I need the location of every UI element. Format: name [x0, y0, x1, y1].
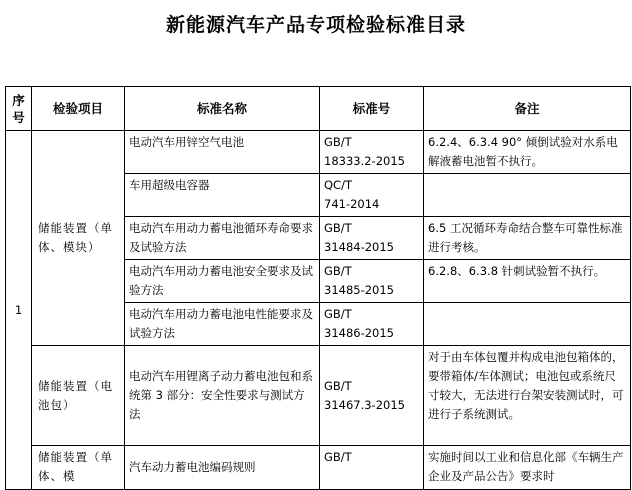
std-code-cell: GB/T	[320, 446, 424, 490]
seq-cell: 1	[6, 131, 32, 490]
note-cell: 6.5 工况循环寿命结合整车可靠性标准进行考核。	[424, 217, 631, 260]
std-name-cell: 电动汽车用动力蓄电池电性能要求及试验方法	[125, 303, 320, 346]
page-title: 新能源汽车产品专项检验标准目录	[165, 14, 466, 36]
std-code-cell: GB/T 18333.2-2015	[320, 131, 424, 174]
standards-table	[5, 86, 631, 490]
note-cell: 6.2.4、6.3.4 90° 倾倒试验对水系电解液蓄电池暂不执行。	[424, 131, 631, 174]
std-code-cell: GB/T 31485-2015	[320, 260, 424, 303]
std-code-cell: QC/T 741-2014	[320, 174, 424, 217]
std-name-cell: 电动汽车用锂离子动力蓄电池包和系统第 3 部分：安全性要求与测试方法	[125, 346, 320, 446]
std-code-cell: GB/T 31486-2015	[320, 303, 424, 346]
header-std-code: 标准号	[320, 87, 424, 131]
header-item: 检验项目	[32, 87, 125, 131]
note-cell: 6.2.8、6.3.8 针刺试验暂不执行。	[424, 260, 631, 303]
std-code-cell: GB/T 31484-2015	[320, 217, 424, 260]
std-name-cell: 电动汽车用锌空气电池	[125, 131, 320, 174]
note-cell: 对于由车体包覆并构成电池包箱体的，要带箱体/车体测试；电池包或系统尺寸较大，无法进行台架安装测试时，可进行子系统测试。	[424, 346, 631, 446]
table-row	[6, 131, 631, 174]
table-header-row	[6, 87, 631, 131]
std-name-cell: 电动汽车用动力蓄电池循环寿命要求及试验方法	[125, 217, 320, 260]
item-cell: 储能装置（单体、模块）	[32, 131, 125, 346]
table-row	[6, 346, 631, 446]
header-seq: 序号	[6, 87, 32, 131]
header-note: 备注	[424, 87, 631, 131]
std-name-cell: 车用超级电容器	[125, 174, 320, 217]
table-row	[6, 446, 631, 490]
note-cell	[424, 303, 631, 346]
std-code-cell: GB/T 31467.3-2015	[320, 346, 424, 446]
std-name-cell: 电动汽车用动力蓄电池安全要求及试验方法	[125, 260, 320, 303]
header-std-name: 标准名称	[125, 87, 320, 131]
item-cell: 储能装置（电池包）	[32, 346, 125, 446]
item-cell: 储能装置（单体、模	[32, 446, 125, 490]
note-cell: 实施时间以工业和信息化部《车辆生产企业及产品公告》要求时	[424, 446, 631, 490]
std-name-cell: 汽车动力蓄电池编码规则	[125, 446, 320, 490]
note-cell	[424, 174, 631, 217]
